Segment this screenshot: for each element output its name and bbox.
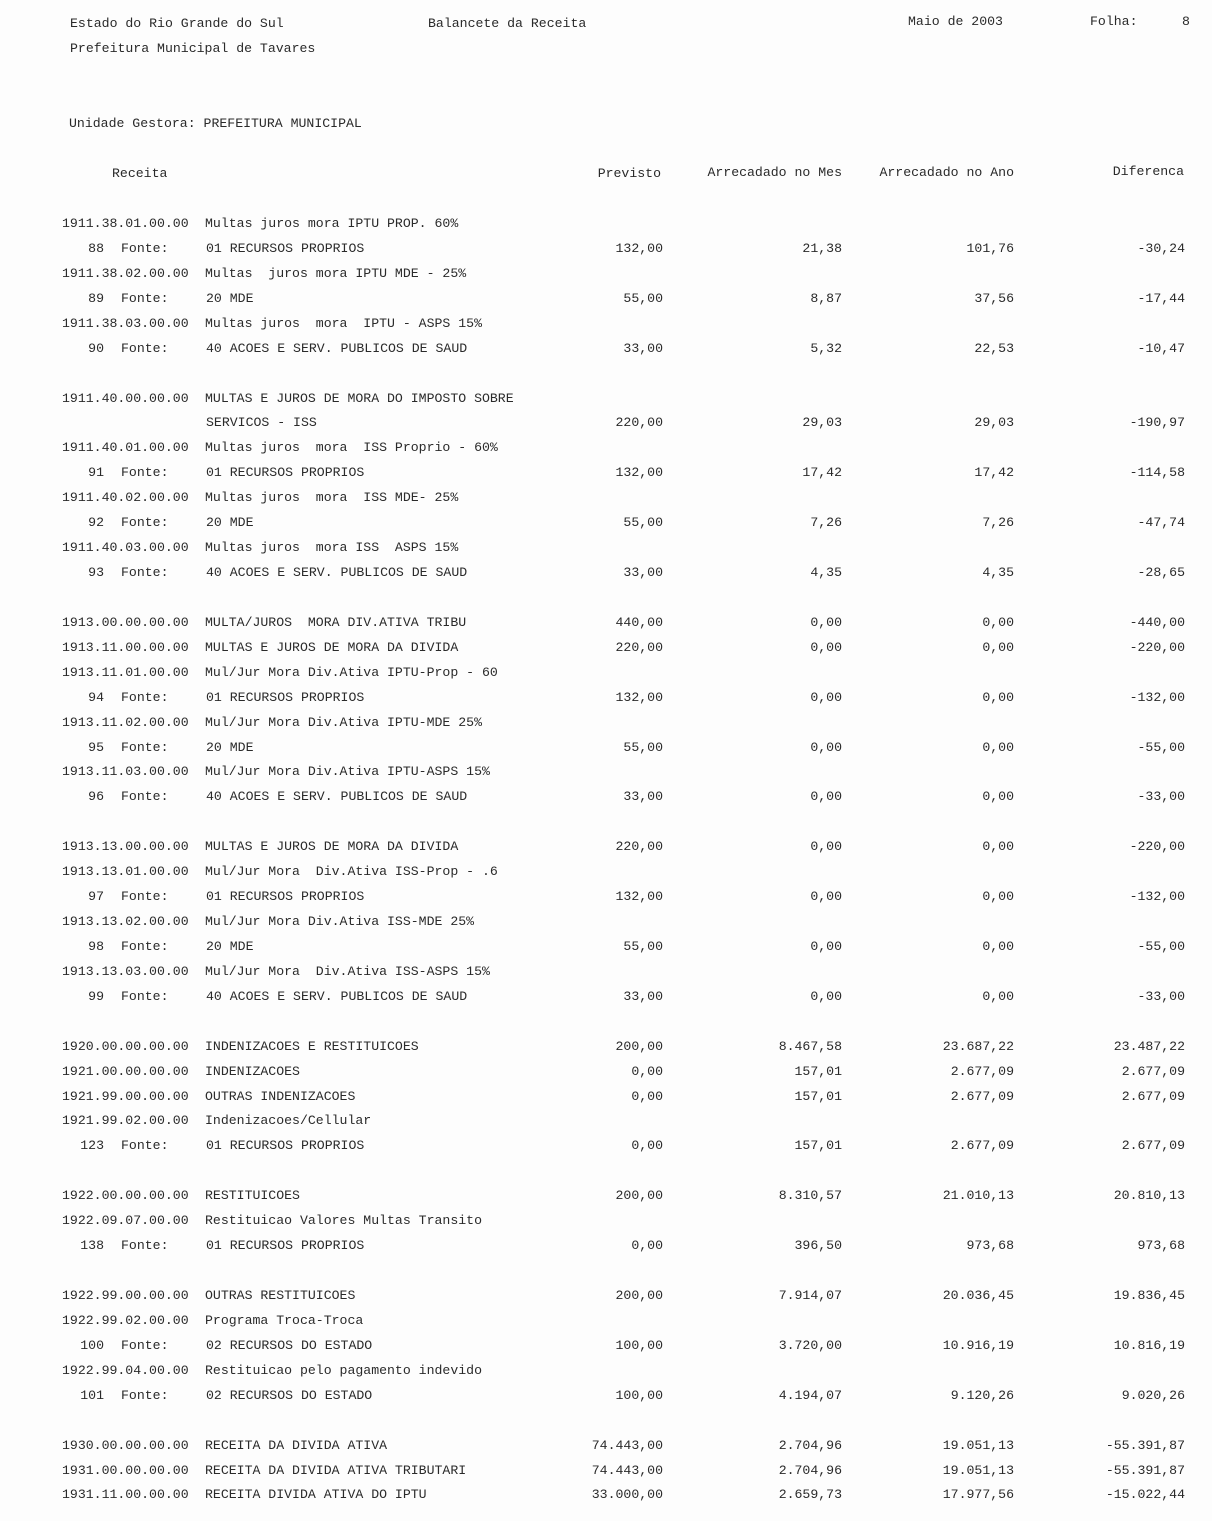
column-header-receita: Receita [112,166,168,181]
account-code: 1911.40.03.00.00 [62,540,189,556]
account-description: MULTA/JUROS MORA DIV.ATIVA TRIBU [205,614,467,630]
value-arrecadado-ano: 0,00 [982,938,1014,954]
account-description: Mul/Jur Mora Div.Ativa IPTU-MDE 25% [205,714,482,730]
value-arrecadado-ano: 0,00 [982,614,1014,630]
value-previsto: 0,00 [631,1063,663,1079]
value-previsto: 55,00 [623,515,663,531]
sheet-label: Folha: [1090,14,1138,29]
value-previsto: 100,00 [615,1337,663,1353]
value-diferenca: -132,00 [1129,689,1185,705]
account-row [0,214,1212,234]
fonte-row [0,987,1212,1007]
account-description: Multas juros mora ISS Proprio - 60% [205,440,498,456]
fonte-id: 90 [88,340,104,356]
fonte-name: 02 RECURSOS DO ESTADO [206,1337,373,1353]
fonte-name: 20 MDE [206,290,254,306]
value-arrecadado-ano: 0,00 [982,639,1014,655]
value-arrecadado-mes: 0,00 [810,789,842,805]
account-row [0,314,1212,334]
value-arrecadado-mes: 4,35 [810,565,842,581]
fonte-label: Fonte: [121,689,169,705]
fonte-name: 20 MDE [206,739,254,755]
fonte-id: 98 [88,938,104,954]
value-diferenca: -47,74 [1137,515,1185,531]
value-previsto: 55,00 [623,290,663,306]
account-code: 1922.99.02.00.00 [62,1312,189,1328]
value-diferenca: -190,97 [1129,415,1185,431]
value-diferenca: -55,00 [1137,938,1185,954]
account-code: 1911.38.03.00.00 [62,315,189,331]
value-diferenca: 2.677,09 [1121,1088,1185,1104]
account-description: MULTAS E JUROS DE MORA DA DIVIDA [205,639,459,655]
value-arrecadado-mes: 8.467,58 [778,1038,842,1054]
account-code: 1911.38.02.00.00 [62,265,189,281]
value-arrecadado-ano: 0,00 [982,839,1014,855]
account-description: OUTRAS RESTITUICOES [205,1287,356,1303]
account-code: 1913.13.00.00.00 [62,839,189,855]
value-diferenca: -114,58 [1129,465,1185,481]
fonte-label: Fonte: [121,1138,169,1154]
account-code: 1911.40.02.00.00 [62,490,189,506]
fonte-row [0,289,1212,309]
fonte-id: 96 [88,789,104,805]
value-arrecadado-mes: 2.704,96 [778,1462,842,1478]
value-arrecadado-mes: 0,00 [810,889,842,905]
account-row [0,1211,1212,1231]
value-diferenca: -17,44 [1137,290,1185,306]
managing-unit: Unidade Gestora: PREFEITURA MUNICIPAL [69,116,362,131]
fonte-name: 40 ACOES E SERV. PUBLICOS DE SAUD [206,565,468,581]
fonte-row [0,937,1212,957]
value-arrecadado-ano: 7,26 [982,515,1014,531]
fonte-name: 01 RECURSOS PROPRIOS [206,1138,365,1154]
value-diferenca: 19.836,45 [1113,1287,1185,1303]
account-code: 1913.13.01.00.00 [62,864,189,880]
account-description: Multas juros mora IPTU PROP. 60% [205,216,459,231]
value-arrecadado-mes: 17,42 [802,465,842,481]
value-arrecadado-ano: 2.677,09 [950,1138,1014,1154]
account-description: INDENIZACOES [205,1063,300,1079]
account-row [0,488,1212,508]
fonte-id: 89 [88,290,104,306]
account-code: 1922.09.07.00.00 [62,1213,189,1229]
fonte-label: Fonte: [121,1337,169,1353]
value-previsto: 33.000,00 [591,1487,663,1503]
fonte-label: Fonte: [121,515,169,531]
value-previsto: 0,00 [631,1088,663,1104]
fonte-id: 101 [80,1387,104,1403]
value-previsto: 0,00 [631,1138,663,1154]
account-code: 1921.99.02.00.00 [62,1113,189,1129]
account-row [0,862,1212,882]
fonte-row [0,688,1212,708]
value-previsto: 74.443,00 [591,1462,663,1478]
account-row [0,912,1212,932]
value-previsto: 33,00 [623,988,663,1004]
value-arrecadado-mes: 157,01 [794,1088,842,1104]
municipality-name: Prefeitura Municipal de Tavares [70,41,316,56]
account-description: Mul/Jur Mora Div.Ativa IPTU-ASPS 15% [205,764,490,780]
account-row [0,762,1212,782]
account-description-continued: SERVICOS - ISS [206,415,317,431]
account-row [0,713,1212,733]
value-arrecadado-ano: 17.977,56 [942,1487,1014,1503]
account-row [0,1286,1212,1306]
column-header-previsto: Previsto [597,166,661,181]
account-code: 1913.00.00.00.00 [62,614,189,630]
account-description: Restituicao pelo pagamento indevido [205,1362,482,1378]
fonte-name: 40 ACOES E SERV. PUBLICOS DE SAUD [206,340,468,356]
fonte-row [0,339,1212,359]
value-arrecadado-ano: 22,53 [974,340,1014,356]
value-previsto: 220,00 [615,639,663,655]
value-diferenca: -220,00 [1129,839,1185,855]
account-description: RECEITA DA DIVIDA ATIVA TRIBUTARI [205,1462,467,1478]
value-arrecadado-ano: 9.120,26 [950,1387,1014,1403]
account-code: 1922.99.00.00.00 [62,1287,189,1303]
fonte-row [0,1336,1212,1356]
account-code: 1913.11.01.00.00 [62,664,189,680]
account-description: OUTRAS INDENIZACOES [205,1088,356,1104]
fonte-label: Fonte: [121,938,169,954]
value-arrecadado-ano: 29,03 [974,415,1014,431]
value-arrecadado-mes: 157,01 [794,1063,842,1079]
value-previsto: 200,00 [615,1287,663,1303]
column-header-diferenca: Diferenca [1112,164,1184,179]
value-arrecadado-ano: 0,00 [982,789,1014,805]
value-arrecadado-ano: 0,00 [982,988,1014,1004]
fonte-id: 95 [88,739,104,755]
fonte-name: 40 ACOES E SERV. PUBLICOS DE SAUD [206,988,468,1004]
value-arrecadado-ano: 23.687,22 [942,1038,1014,1054]
fonte-label: Fonte: [121,1387,169,1403]
fonte-row [0,1386,1212,1406]
fonte-row [0,1236,1212,1256]
account-row [0,1087,1212,1107]
value-diferenca: 2.677,09 [1121,1063,1185,1079]
value-diferenca: 10.816,19 [1113,1337,1185,1353]
fonte-name: 01 RECURSOS PROPRIOS [206,240,365,256]
value-arrecadado-mes: 0,00 [810,938,842,954]
report-period: Maio de 2003 [908,14,1003,29]
sheet-number: 8 [1182,14,1190,29]
fonte-id: 94 [88,689,104,705]
value-diferenca: -440,00 [1129,614,1185,630]
account-row [0,638,1212,658]
fonte-label: Fonte: [121,240,169,256]
value-diferenca: -55.391,87 [1105,1437,1185,1453]
value-arrecadado-mes: 3.720,00 [778,1337,842,1353]
fonte-name: 01 RECURSOS PROPRIOS [206,689,365,705]
fonte-label: Fonte: [121,988,169,1004]
account-code: 1911.40.00.00.00 [62,390,189,406]
fonte-id: 93 [88,565,104,581]
account-description: Mul/Jur Mora Div.Ativa ISS-Prop - .6 [205,864,498,880]
fonte-id: 123 [80,1138,104,1154]
fonte-label: Fonte: [121,739,169,755]
account-row [0,1111,1212,1131]
report-title: Balancete da Receita [428,16,587,31]
fonte-id: 88 [88,240,104,256]
value-arrecadado-ano: 17,42 [974,465,1014,481]
fonte-name: 02 RECURSOS DO ESTADO [206,1387,373,1403]
value-arrecadado-ano: 2.677,09 [950,1088,1014,1104]
fonte-id: 97 [88,889,104,905]
fonte-name: 01 RECURSOS PROPRIOS [206,465,365,481]
value-arrecadado-ano: 19.051,13 [942,1462,1014,1478]
value-previsto: 55,00 [623,938,663,954]
account-code: 1911.38.01.00.00 [62,216,189,231]
account-description: RECEITA DIVIDA ATIVA DO IPTU [205,1487,427,1503]
account-code: 1921.99.00.00.00 [62,1088,189,1104]
value-previsto: 200,00 [615,1038,663,1054]
value-arrecadado-mes: 2.704,96 [778,1437,842,1453]
value-arrecadado-ano: 20.036,45 [942,1287,1014,1303]
value-previsto: 33,00 [623,789,663,805]
fonte-id: 100 [80,1337,104,1353]
value-arrecadado-ano: 4,35 [982,565,1014,581]
account-description: Indenizacoes/Cellular [205,1113,372,1129]
account-row [0,1461,1212,1481]
fonte-name: 20 MDE [206,515,254,531]
value-arrecadado-mes: 0,00 [810,839,842,855]
fonte-id: 99 [88,988,104,1004]
value-arrecadado-mes: 8.310,57 [778,1188,842,1204]
account-row [0,1186,1212,1206]
value-previsto: 132,00 [615,689,663,705]
account-description: Programa Troca-Troca [205,1312,364,1328]
value-arrecadado-ano: 973,68 [966,1238,1014,1254]
value-diferenca: -132,00 [1129,889,1185,905]
value-previsto: 55,00 [623,739,663,755]
value-previsto: 440,00 [615,614,663,630]
account-row [0,538,1212,558]
account-description: RECEITA DA DIVIDA ATIVA [205,1437,388,1453]
account-code: 1931.00.00.00.00 [62,1462,189,1478]
value-arrecadado-ano: 21.010,13 [942,1188,1014,1204]
value-arrecadado-mes: 8,87 [810,290,842,306]
account-code: 1930.00.00.00.00 [62,1437,189,1453]
value-arrecadado-mes: 396,50 [794,1238,842,1254]
account-description: Multas juros mora ISS ASPS 15% [205,540,459,556]
value-arrecadado-mes: 21,38 [802,240,842,256]
value-arrecadado-mes: 0,00 [810,689,842,705]
value-arrecadado-mes: 157,01 [794,1138,842,1154]
value-diferenca: -33,00 [1137,988,1185,1004]
account-row [0,413,1212,433]
state-name: Estado do Rio Grande do Sul [70,16,284,31]
value-diferenca: -15.022,44 [1105,1487,1185,1503]
fonte-label: Fonte: [121,889,169,905]
account-description: Multas juros mora ISS MDE- 25% [205,490,459,506]
account-row [0,1311,1212,1331]
account-row [0,1436,1212,1456]
value-previsto: 33,00 [623,565,663,581]
fonte-label: Fonte: [121,290,169,306]
account-description: MULTAS E JUROS DE MORA DO IMPOSTO SOBRE [205,390,514,406]
value-previsto: 33,00 [623,340,663,356]
account-description: Mul/Jur Mora Div.Ativa IPTU-Prop - 60 [205,664,498,680]
account-description: MULTAS E JUROS DE MORA DA DIVIDA [205,839,459,855]
fonte-row [0,887,1212,907]
value-diferenca: -28,65 [1137,565,1185,581]
account-code: 1913.11.02.00.00 [62,714,189,730]
account-code: 1913.11.00.00.00 [62,639,189,655]
account-row [0,264,1212,284]
value-previsto: 74.443,00 [591,1437,663,1453]
value-diferenca: -220,00 [1129,639,1185,655]
account-description: Multas juros mora IPTU MDE - 25% [205,265,467,281]
value-previsto: 132,00 [615,889,663,905]
fonte-row [0,738,1212,758]
value-arrecadado-ano: 2.677,09 [950,1063,1014,1079]
value-diferenca: -55,00 [1137,739,1185,755]
value-arrecadado-mes: 0,00 [810,639,842,655]
column-header-arrecadado-mes: Arrecadado no Mes [707,165,842,180]
fonte-label: Fonte: [121,340,169,356]
account-code: 1920.00.00.00.00 [62,1038,189,1054]
account-code: 1921.00.00.00.00 [62,1063,189,1079]
value-diferenca: -33,00 [1137,789,1185,805]
account-code: 1913.13.03.00.00 [62,963,189,979]
value-diferenca: -10,47 [1137,340,1185,356]
value-arrecadado-mes: 0,00 [810,739,842,755]
account-code: 1913.11.03.00.00 [62,764,189,780]
account-description: Mul/Jur Mora Div.Ativa ISS-MDE 25% [205,914,475,930]
account-description: RESTITUICOES [205,1188,300,1204]
account-row [0,1037,1212,1057]
value-arrecadado-mes: 2.659,73 [778,1487,842,1503]
fonte-id: 91 [88,465,104,481]
value-diferenca: -30,24 [1137,240,1185,256]
account-row [0,1361,1212,1381]
fonte-label: Fonte: [121,565,169,581]
value-arrecadado-ano: 10.916,19 [942,1337,1014,1353]
value-previsto: 200,00 [615,1188,663,1204]
account-row [0,438,1212,458]
value-arrecadado-ano: 37,56 [974,290,1014,306]
account-description: Multas juros mora IPTU - ASPS 15% [205,315,482,331]
account-description: INDENIZACOES E RESTITUICOES [205,1038,419,1054]
account-description: Restituicao Valores Multas Transito [205,1213,482,1229]
value-previsto: 220,00 [615,839,663,855]
value-arrecadado-ano: 19.051,13 [942,1437,1014,1453]
value-diferenca: -55.391,87 [1105,1462,1185,1478]
account-row [0,1062,1212,1082]
fonte-name: 01 RECURSOS PROPRIOS [206,889,365,905]
value-arrecadado-mes: 7.914,07 [778,1287,842,1303]
account-code: 1913.13.02.00.00 [62,914,189,930]
account-row [0,389,1212,409]
fonte-id: 92 [88,515,104,531]
fonte-row [0,1136,1212,1156]
fonte-row [0,239,1212,259]
account-code: 1911.40.01.00.00 [62,440,189,456]
column-header-arrecadado-ano: Arrecadado no Ano [879,165,1014,180]
fonte-row [0,513,1212,533]
fonte-row [0,463,1212,483]
account-description: Mul/Jur Mora Div.Ativa ISS-ASPS 15% [205,963,490,979]
value-diferenca: 2.677,09 [1121,1138,1185,1154]
value-arrecadado-mes: 7,26 [810,515,842,531]
fonte-label: Fonte: [121,1238,169,1254]
value-arrecadado-ano: 0,00 [982,689,1014,705]
value-diferenca: 973,68 [1137,1238,1185,1254]
account-code: 1922.99.04.00.00 [62,1362,189,1378]
value-arrecadado-mes: 0,00 [810,614,842,630]
account-row [0,962,1212,982]
fonte-label: Fonte: [121,789,169,805]
value-arrecadado-mes: 4.194,07 [778,1387,842,1403]
fonte-id: 138 [80,1238,104,1254]
value-arrecadado-ano: 0,00 [982,889,1014,905]
fonte-name: 01 RECURSOS PROPRIOS [206,1238,365,1254]
account-row [0,1485,1212,1505]
value-arrecadado-ano: 0,00 [982,739,1014,755]
value-diferenca: 23.487,22 [1113,1038,1185,1054]
account-code: 1922.00.00.00.00 [62,1188,189,1204]
account-code: 1931.11.00.00.00 [62,1487,189,1503]
account-row [0,613,1212,633]
value-arrecadado-ano: 101,76 [966,240,1014,256]
fonte-row [0,787,1212,807]
value-arrecadado-mes: 29,03 [802,415,842,431]
value-previsto: 132,00 [615,465,663,481]
value-previsto: 220,00 [615,415,663,431]
value-previsto: 100,00 [615,1387,663,1403]
value-previsto: 0,00 [631,1238,663,1254]
value-arrecadado-mes: 0,00 [810,988,842,1004]
fonte-name: 40 ACOES E SERV. PUBLICOS DE SAUD [206,789,468,805]
value-diferenca: 9.020,26 [1121,1387,1185,1403]
value-arrecadado-mes: 5,32 [810,340,842,356]
value-diferenca: 20.810,13 [1113,1188,1185,1204]
account-row [0,837,1212,857]
fonte-name: 20 MDE [206,938,254,954]
value-previsto: 132,00 [615,240,663,256]
account-row [0,663,1212,683]
fonte-row [0,563,1212,583]
fonte-label: Fonte: [121,465,169,481]
